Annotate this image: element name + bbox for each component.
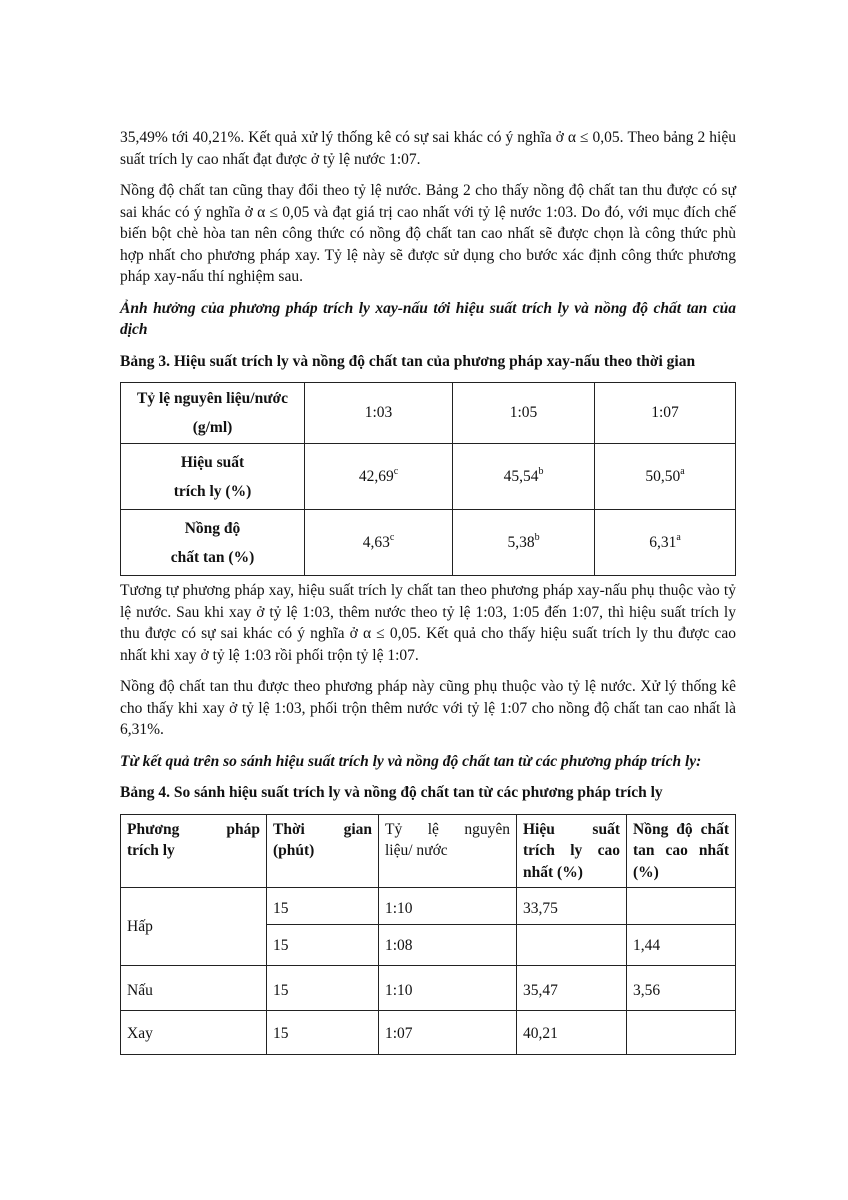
table3-cell	[305, 444, 453, 510]
table4-header-time	[267, 814, 379, 888]
cell-value: 42,69	[358, 467, 394, 485]
table-row	[121, 888, 736, 925]
table3-row-label	[121, 510, 305, 576]
table3-row-label-line1: Hiệu suất	[180, 453, 245, 471]
paragraph-2: Nồng độ chất tan cũng thay đổi theo tỷ lệ nước. Bảng 2 cho thấy nồng độ chất tan thu được có sự sai khác có ý nghĩa ở α ≤ 0,05 và đạt giá trị cao nhất với tỷ lệ nước 1:03. Do đó, với mục đích chế biến bột chè hòa tan nên công thức có nồng độ chất tan cao nhất sẽ được chọn là công thức phù hợp nhất cho phương pháp xay. Tỷ lệ này sẽ được sử dụng cho bước xác định công thức phương pháp xay-nấu thí nghiệm sau.	[120, 182, 736, 285]
table-row	[121, 1010, 736, 1054]
table4-header-ratio	[379, 814, 517, 888]
table4-time-cell: 15	[267, 1010, 379, 1054]
table3-row-yield	[121, 444, 736, 510]
document-page	[120, 127, 736, 1055]
table4-conc-cell: 1,44	[627, 924, 736, 965]
table4-header-method	[121, 814, 267, 888]
table4-yield-cell: 33,75	[517, 888, 627, 925]
intro-paragraph: 35,49% tới 40,21%. Kết quả xử lý thống kê có sự sai khác có ý nghĩa ở α ≤ 0,05. Theo bảng 2 hiệu suất trích ly cao nhất đạt được ở tỷ lệ nước 1:07.	[120, 129, 736, 168]
table4-method-cell: Xay	[121, 1010, 267, 1054]
header-line: nhất (%)	[523, 863, 583, 881]
table4-time-cell: 15	[267, 924, 379, 965]
table4-header-concentration	[627, 814, 736, 888]
significance-letter: c	[393, 465, 399, 477]
table4-yield-cell	[517, 924, 627, 965]
section-heading-2: Từ kết quả trên so sánh hiệu suất trích ly và nồng độ chất tan từ các phương pháp trích ly:	[120, 752, 702, 770]
table3-cell	[595, 510, 736, 576]
table3-caption: Bảng 3. Hiệu suất trích ly và nồng độ chất tan của phương pháp xay-nấu theo thời gian	[120, 352, 696, 370]
table4-conc-cell: 3,56	[627, 965, 736, 1010]
table4-method-cell: Hấp	[121, 888, 267, 966]
cell-value: 45,54	[503, 467, 539, 485]
table4-conc-cell	[627, 888, 736, 925]
table4-time-cell: 15	[267, 965, 379, 1010]
table4-ratio-cell: 1:07	[379, 1010, 517, 1054]
table3-row-label	[121, 444, 305, 510]
cell-value: 50,50	[645, 467, 681, 485]
table3-col-header: 1:03	[305, 383, 453, 444]
table3-header-label-line2: (g/ml)	[192, 419, 233, 436]
header-line: Hiệu suất	[523, 820, 620, 838]
table4-header-row	[121, 814, 736, 888]
cell-value: 4,63	[362, 533, 390, 551]
paragraph-3: Tương tự phương pháp xay, hiệu suất trích ly chất tan theo phương pháp xay-nấu phụ thuộc vào tỷ lệ nước. Sau khi xay ở tỷ lệ 1:03, thêm nước theo tỷ lệ 1:03, 1:05 đến 1:07, thì hiệu suất trích ly thu được có sự sai khác có ý nghĩa ở α ≤ 0,05. Kết quả cho thấy hiệu suất trích ly thu được cao nhất khi xay ở tỷ lệ 1:03 rồi phối trộn tỷ lệ 1:07.	[120, 582, 736, 664]
significance-letter: a	[676, 531, 681, 543]
header-line: Tỷ lệ nguyên	[385, 820, 510, 838]
table4-ratio-cell: 1:10	[379, 888, 517, 925]
header-line: trích ly cao	[523, 842, 620, 859]
section-heading-1: Ảnh hưởng của phương pháp trích ly xay-nấu tới hiệu suất trích ly và nồng độ chất tan của dịch	[120, 299, 736, 338]
header-line: Nồng độ chất	[633, 820, 729, 838]
header-line: liệu/ nước	[385, 842, 448, 859]
header-line: (%)	[633, 863, 659, 881]
table3-header-row	[121, 383, 736, 444]
table3-header-label-line1: Tỷ lệ nguyên liệu/nước	[137, 390, 288, 407]
table4-ratio-cell: 1:08	[379, 924, 517, 965]
header-line: Thời gian	[273, 820, 372, 838]
table4-caption: Bảng 4. So sánh hiệu suất trích ly và nồng độ chất tan từ các phương pháp trích ly	[120, 784, 663, 801]
table-3	[120, 382, 736, 576]
paragraph-4: Nồng độ chất tan thu được theo phương pháp này cũng phụ thuộc vào tỷ lệ nước. Xử lý thống kê cho thấy khi xay ở tỷ lệ 1:03, phối trộn thêm nước với tỷ lệ 1:07 cho nồng độ chất tan cao nhất là 6,31%.	[120, 678, 736, 738]
header-line: trích ly	[127, 842, 175, 859]
table3-row-label-line2: chất tan (%)	[170, 548, 255, 566]
cell-value: 6,31	[649, 533, 677, 551]
header-line: tan cao nhất	[633, 842, 729, 859]
table3-cell	[453, 444, 595, 510]
table4-conc-cell	[627, 1010, 736, 1054]
table4-yield-cell: 40,21	[517, 1010, 627, 1054]
header-line: (phút)	[273, 842, 315, 859]
table4-header-yield	[517, 814, 627, 888]
table3-cell	[305, 510, 453, 576]
table3-header-label	[121, 383, 305, 444]
table3-cell	[453, 510, 595, 576]
table3-col-header: 1:07	[595, 383, 736, 444]
significance-letter: b	[534, 531, 540, 543]
table3-row-label-line1: Nồng độ	[184, 519, 241, 537]
table3-row-concentration	[121, 510, 736, 576]
table-4	[120, 814, 736, 1055]
table4-method-cell: Nấu	[121, 965, 267, 1010]
cell-value: 5,38	[507, 533, 535, 551]
table-row	[121, 965, 736, 1010]
table4-time-cell: 15	[267, 888, 379, 925]
header-line: Phương pháp	[127, 820, 260, 838]
table3-row-label-line2: trích ly (%)	[173, 482, 252, 500]
significance-letter: a	[680, 465, 685, 477]
significance-letter: b	[538, 465, 544, 477]
table3-cell	[595, 444, 736, 510]
table4-ratio-cell: 1:10	[379, 965, 517, 1010]
significance-letter: c	[389, 531, 395, 543]
table3-col-header: 1:05	[453, 383, 595, 444]
table4-yield-cell: 35,47	[517, 965, 627, 1010]
